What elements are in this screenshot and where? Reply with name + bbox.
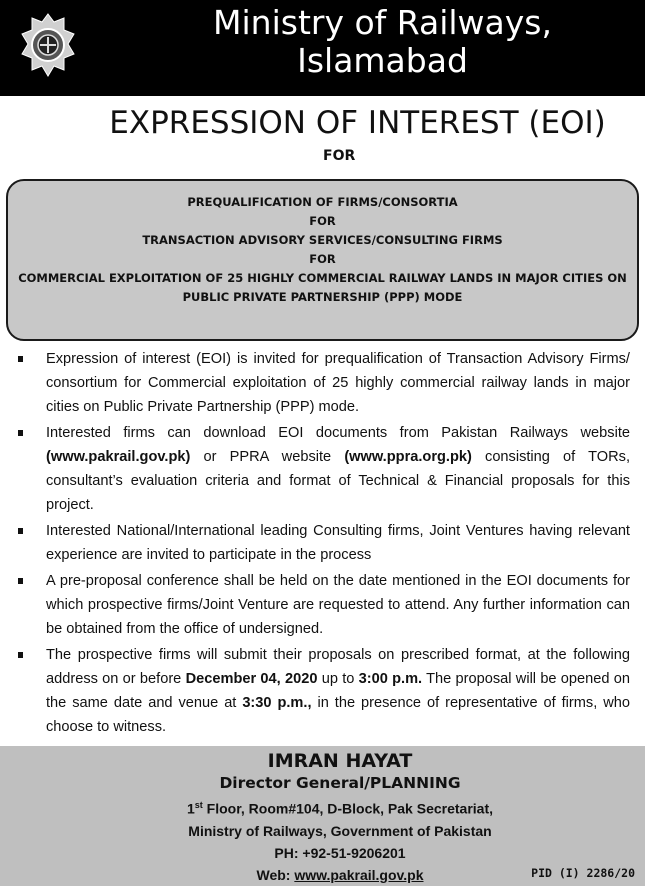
ministry-title [0, 4, 645, 80]
list-item: A pre-proposal conference shall be held on the date mentioned in the EOI documents for which prospective firms/Joint Venture are requested to attend. Any further information can be obtained from the office of undersigned. [14, 569, 630, 641]
list-item: Interested National/International leading Consulting firms, Joint Ventures having relevant experience are invited to participate in the process [14, 519, 630, 567]
list-item: Expression of interest (EOI) is invited for prequalification of Transaction Advisory Firms/ consortium for Commercial exploitation of 25 highly commercial railway lands in major cities on Public Private Partnership (PPP) mode. [14, 347, 630, 419]
list-item: Interested firms can download EOI documents from Pakistan Railways website (www.pakrail.gov.pk) or PPRA website (www.ppra.org.pk) consisting of TORs, consultant’s evaluation criteria and format of Technical & Financial proposals for this project. [14, 421, 630, 517]
bullet-square-icon [18, 578, 23, 584]
address-line2: Ministry of Railways, Government of Pakistan [188, 822, 492, 839]
bullet-square-icon [18, 528, 23, 534]
list-item: The prospective firms will submit their proposals on prescribed format, at the following address on or before December 04, 2020 up to 3:00 p.m. The proposal will be opened on the same date and venue at 3:30 p.m., in the presence of representative of firms, who choose to witness. [14, 643, 630, 739]
pid-number: PID (I) 2286/20 [531, 866, 635, 880]
opening-time: 3:30 p.m., [242, 695, 312, 711]
ministry-title-line1: Ministry of Railways, [213, 3, 552, 42]
bullet-square-icon [18, 652, 23, 658]
officer-name: IMRAN HAYAT [267, 750, 413, 772]
header-banner [0, 0, 645, 96]
web-address: Web: www.pakrail.gov.pk [256, 866, 424, 883]
bullet-square-icon [18, 356, 23, 362]
scope-line: FOR [309, 252, 336, 266]
ppra-website-link[interactable]: (www.ppra.org.pk) [344, 449, 472, 465]
pakrail-website-link[interactable]: (www.pakrail.gov.pk) [46, 449, 191, 465]
scope-box [6, 179, 639, 341]
contact-website-link[interactable]: www.pakrail.gov.pk [294, 866, 424, 883]
eoi-title: EXPRESSION OF INTEREST (EOI) [109, 105, 606, 141]
scope-line: TRANSACTION ADVISORY SERVICES/CONSULTING FIRMS [142, 233, 503, 247]
scope-line: PUBLIC PRIVATE PARTNERSHIP (PPP) MODE [182, 290, 463, 304]
phone-number: PH: +92-51-9206201 [274, 844, 406, 861]
terms-list [14, 347, 630, 741]
bullet-square-icon [18, 430, 23, 436]
scope-line: PREQUALIFICATION OF FIRMS/CONSORTIA [187, 195, 458, 209]
scope-line: COMMERCIAL EXPLOITATION OF 25 HIGHLY COMMERCIAL RAILWAY LANDS IN MAJOR CITIES ON [18, 271, 627, 285]
ministry-title-line2: Islamabad [297, 41, 468, 80]
for-label: FOR [323, 148, 356, 164]
deadline-time: 3:00 p.m. [358, 671, 423, 687]
contact-block [130, 750, 550, 886]
deadline-date: December 04, 2020 [185, 671, 318, 687]
officer-designation: Director General/PLANNING [219, 774, 461, 792]
scope-line: FOR [309, 214, 336, 228]
address-line1: 1st Floor, Room#104, D-Block, Pak Secretariat, [186, 800, 494, 817]
